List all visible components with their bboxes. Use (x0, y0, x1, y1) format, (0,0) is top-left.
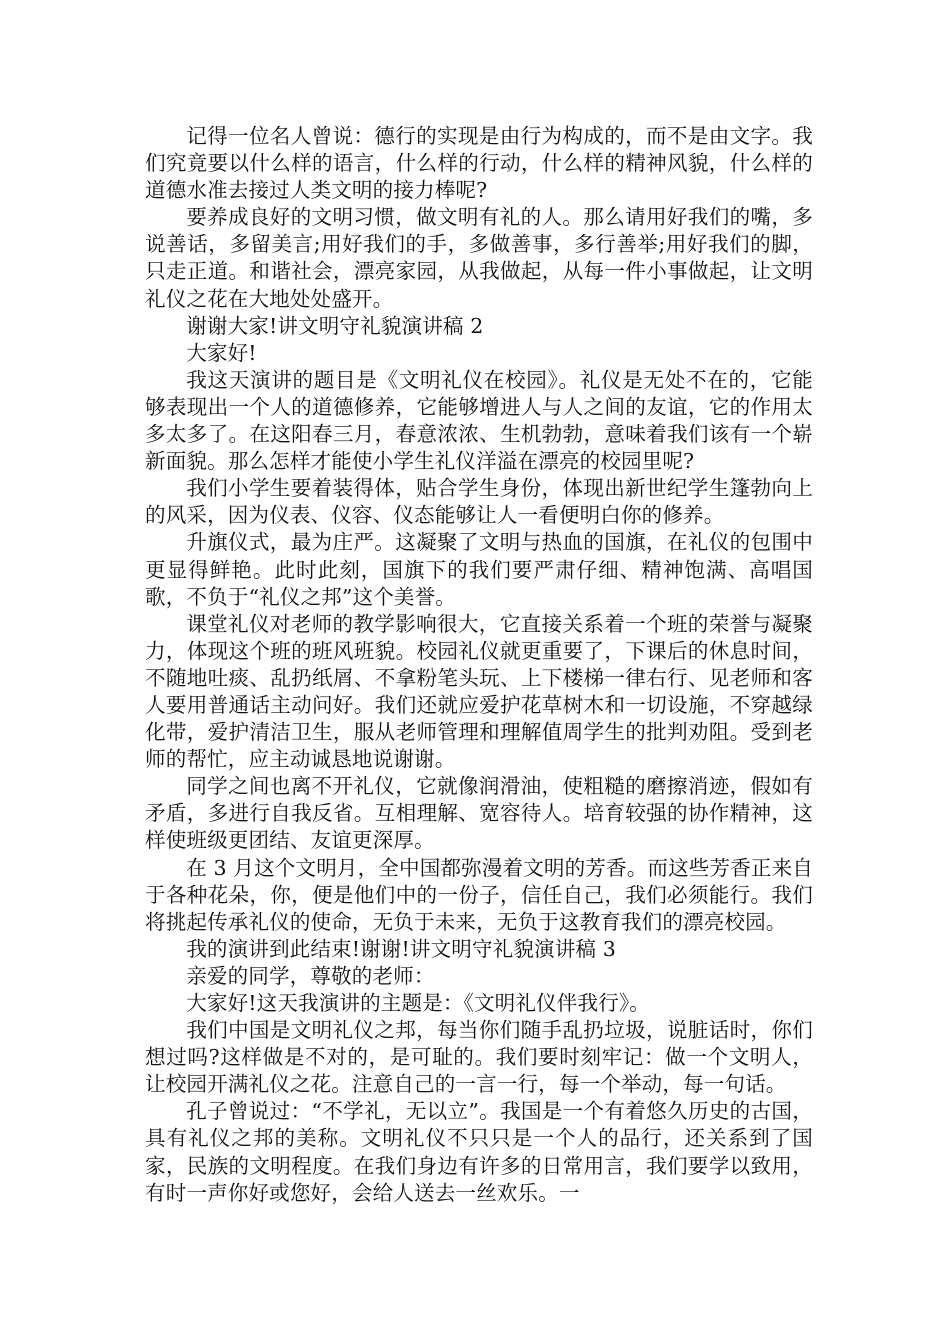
speech-heading: 我的演讲到此结束!谢谢!讲文明守礼貌演讲稿 3 (186, 936, 616, 961)
greeting: 大家好! (186, 340, 257, 365)
paragraph: 同学之间也离不开礼仪，它就像润滑油，使粗糙的磨擦消迹，假如有矛盾，多进行自我反省。互相理解、宽容待人。培育较强的协作精神，这样使班级更团结、友谊更深厚。 (145, 774, 813, 853)
paragraph: 要养成良好的文明习惯，做文明有礼的人。那么请用好我们的嘴，多说善话，多留美言;用好我们的手，多做善事，多行善举;用好我们的脚，只走正道。和谐社会，漂亮家园，从我做起，从每一件小事做起，让文明礼仪之花在大地处处盛开。 (145, 205, 813, 311)
salutation: 亲爱的同学，尊敬的老师： (186, 963, 435, 988)
paragraph: 我们小学生要着装得体，贴合学生身份，体现出新世纪学生篷勃向上的风采，因为仪表、仪容、仪态能够让人一看便明白你的修养。 (145, 476, 813, 528)
paragraph: 课堂礼仪对老师的教学影响很大，它直接关系着一个班的荣誉与凝聚力，体现这个班的班风班貌。校园礼仪就更重要了，下课后的休息时间，不随地吐痰、乱扔纸屑、不拿粉笔头玩、上下楼梯一律右行、见老师和客人要用普通话主动问好。我们还就应爱护花草树木和一切设施，不穿越绿化带，爱护清洁卫生，服从老师管理和理解值周学生的批判劝阻。受到老师的帮忙，应主动诚恳地说谢谢。 (145, 611, 813, 772)
document-body (145, 123, 813, 1207)
paragraph: 孔子曾说过：“不学礼，无以立”。我国是一个有着悠久历史的古国，具有礼仪之邦的美称。文明礼仪不只只是一个人的品行，还关系到了国家，民族的文明程度。在我们身边有许多的日常用言，我们要学以致用，有时一声你好或您好，会给人送去一丝欢乐。一 (145, 1099, 813, 1205)
paragraph: 升旗仪式，最为庄严。这凝聚了文明与热血的国旗，在礼仪的包围中更显得鲜艳。此时此刻，国旗下的我们要严肃仔细、精神饱满、高唱国歌，不负于“礼仪之邦”这个美誉。 (145, 530, 813, 609)
greeting: 大家好!这天我演讲的主题是：《文明礼仪伴我行》。 (186, 991, 650, 1015)
paragraph: 记得一位名人曾说：德行的实现是由行为构成的，而不是由文字。我们究竟要以什么样的语言，什么样的行动，什么样的精神风貌，什么样的道德水准去接过人类文明的接力棒呢? (145, 124, 813, 203)
paragraph: 我们中国是文明礼仪之邦，每当你们随手乱扔垃圾，说脏话时，你们想过吗?这样做是不对的，是可耻的。我们要时刻牢记：做一个文明人，让校园开满礼仪之花。注意自己的一言一行，每一个举动，每一句话。 (145, 1018, 813, 1097)
speech-heading: 谢谢大家!讲文明守礼貌演讲稿 2 (186, 313, 484, 338)
paragraph: 在 3 月这个文明月，全中国都弥漫着文明的芳香。而这些芳香正来自于各种花朵，你，便是他们中的一份子，信任自己，我们必须能行。我们将挑起传承礼仪的使命，无负于未来，无负于这教育我们的漂亮校园。 (145, 855, 813, 934)
paragraph: 我这天演讲的题目是《文明礼仪在校园》。礼仪是无处不在的，它能够表现出一个人的道德修养，它能够增进人与人之间的友谊，它的作用太多太多了。在这阳春三月，春意浓浓、生机勃勃，意味着我们该有一个崭新面貌。那么怎样才能使小学生礼仪洋溢在漂亮的校园里呢? (145, 367, 813, 474)
